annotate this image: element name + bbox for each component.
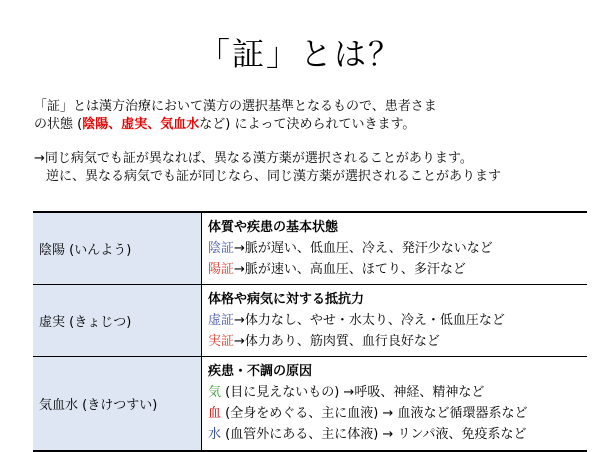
row-item (208, 403, 587, 424)
row-content (202, 285, 588, 357)
slide-title: 「証」とは？ (197, 35, 402, 73)
intro-emphasis: 陰陽、虚実、気血水 (82, 117, 200, 132)
intro-line-1: 「証」とは漢方治療において漢方の選択基準となるもので、患者さま (34, 99, 437, 114)
row-content (202, 357, 588, 451)
item-key: 陰証 (208, 241, 235, 256)
item-key: 陽証 (208, 262, 235, 277)
item-text: (目に見えないもの) →呼吸、神経、精神など (221, 385, 485, 401)
item-key: 血 (208, 406, 222, 422)
item-key: 水 (208, 427, 222, 443)
table-row-kyojitsu (33, 285, 587, 357)
row-label: 虚実 (きょじつ) (33, 285, 202, 357)
row-item (208, 238, 587, 259)
intro-line-3: →同じ病気でも証が異なれば、異なる漢方薬が選択されることがあります。 (34, 151, 473, 166)
row-heading: 体質や疾患の基本状態 (208, 220, 339, 235)
row-item (208, 331, 587, 352)
item-text: →脈が速い、高血圧、ほてり、多汗など (234, 262, 466, 277)
table-row-inyo (33, 212, 587, 285)
row-heading: 体格や病気に対する抵抗力 (208, 292, 365, 307)
intro-line-2 (34, 116, 584, 134)
item-text: →体力あり、筋肉質、血行良好など (234, 334, 440, 349)
item-key: 虚証 (208, 313, 235, 328)
item-text: (全身をめぐる、主に血液) → 血液など循環器系など (221, 406, 528, 422)
row-content (202, 212, 588, 285)
item-text: (血管外にある、主に体液) → リンパ液、免疫系など (221, 427, 527, 443)
intro-text (34, 98, 584, 186)
sho-table (33, 211, 587, 452)
item-text: →脈が遅い、低血圧、冷え、発汗少ないなど (234, 241, 493, 256)
row-heading: 疾患・不調の原因 (208, 364, 313, 380)
item-key: 気 (208, 385, 222, 401)
row-item (208, 310, 587, 331)
row-item (208, 424, 587, 445)
item-key: 実証 (208, 334, 235, 349)
intro-line-4: 逆に、異なる病気でも証が同じなら、同じ漢方薬が選択されることがあります (46, 169, 502, 184)
row-item (208, 382, 587, 403)
row-label: 陰陽 (いんよう) (33, 212, 202, 285)
table-row-kiketsusui (33, 357, 587, 451)
intro-line-2-post: など) によって決められていきます。 (199, 117, 416, 132)
intro-line-2-pre: の状態 ( (34, 117, 83, 132)
row-item (208, 259, 587, 280)
item-text: →体力なし、やせ・水太り、冷え・低血圧など (234, 313, 505, 328)
row-label: 気血水 (きけつすい) (33, 357, 202, 451)
